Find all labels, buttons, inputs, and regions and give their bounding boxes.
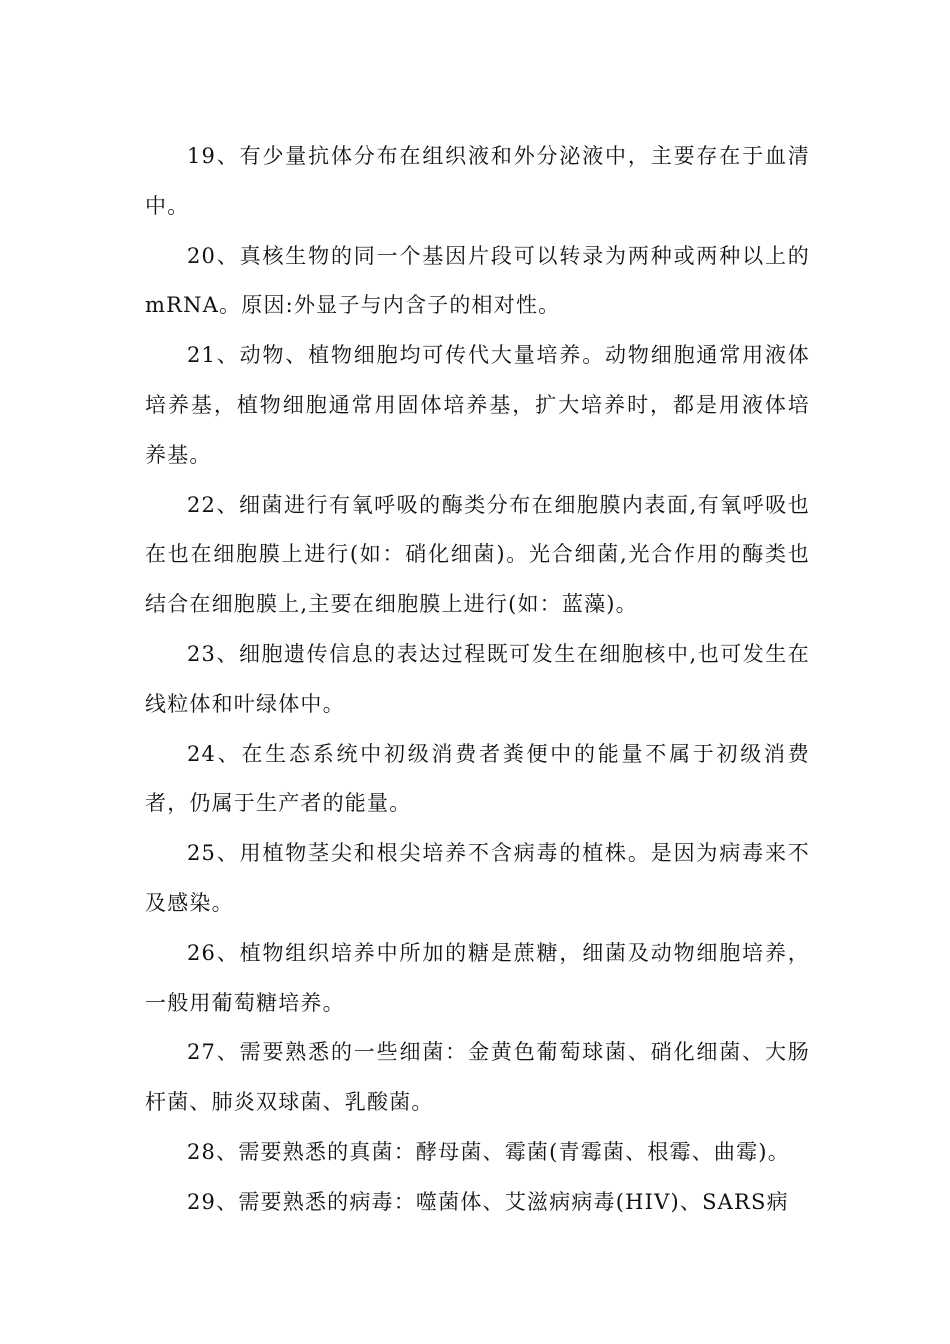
paragraph-27: 27、需要熟悉的一些细菌：金黄色葡萄球菌、硝化细菌、大肠杆菌、肺炎双球菌、乳酸菌。 (145, 1040, 810, 1115)
document-body (145, 132, 810, 1228)
paragraph-20: 20、真核生物的同一个基因片段可以转录为两种或两种以上的mRNA。原因:外显子与内含子的相对性。 (145, 243, 810, 318)
paragraph-21: 21、动物、植物细胞均可传代大量培养。动物细胞通常用液体培养基，植物细胞通常用固体培养基，扩大培养时，都是用液体培养基。 (145, 343, 810, 467)
paragraph-19: 19、有少量抗体分布在组织液和外分泌液中，主要存在于血清中。 (145, 144, 810, 218)
paragraph-24: 24、在生态系统中初级消费者粪便中的能量不属于初级消费者，仍属于生产者的能量。 (145, 741, 810, 816)
paragraph-28: 28、需要熟悉的真菌：酵母菌、霉菌(青霉菌、根霉、曲霉)。 (187, 1139, 790, 1164)
paragraph-22: 22、细菌进行有氧呼吸的酶类分布在细胞膜内表面,有氧呼吸也在也在细胞膜上进行(如：硝化细菌)。光合细菌,光合作用的酶类也结合在细胞膜上,主要在细胞膜上进行(如：蓝藻)。 (145, 492, 810, 617)
paragraph-29: 29、需要熟悉的病毒：噬菌体、艾滋病病毒(HIV)、SARS病 (187, 1189, 789, 1214)
paragraph-25: 25、用植物茎尖和根尖培养不含病毒的植株。是因为病毒来不及感染。 (145, 841, 810, 915)
paragraph-23: 23、细胞遗传信息的表达过程既可发生在细胞核中,也可发生在线粒体和叶绿体中。 (145, 641, 810, 716)
paragraph-26: 26、植物组织培养中所加的糖是蔗糖，细菌及动物细胞培养，一般用葡萄糖培养。 (145, 940, 810, 1015)
